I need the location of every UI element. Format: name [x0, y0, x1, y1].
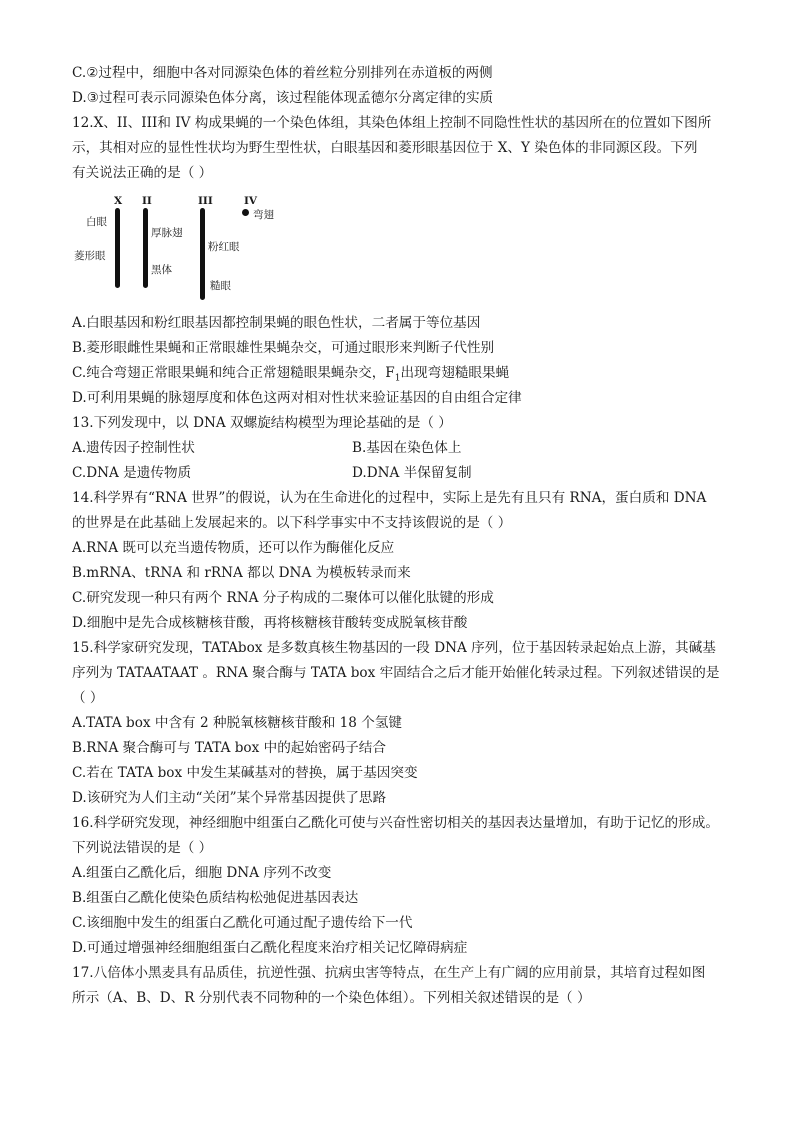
chromosome-iii-label: III: [198, 195, 213, 207]
q16-stem-line1: 16.科学研究发现，神经细胞中组蛋白乙酰化可使与兴奋性密切相关的基因表达量增加，有助于记忆的形成。: [72, 815, 719, 831]
q12-option-b: B.菱形眼雌性果蝇和正常眼雄性果蝇杂交，可通过眼形来判断子代性别: [72, 340, 495, 356]
q15-option-b: B.RNA 聚合酶可与 TATA box 中的起始密码子结合: [72, 740, 386, 756]
chromosome-diagram: [72, 193, 272, 305]
chromosome-x: [115, 208, 120, 288]
q13-stem: 13.下列发现中，以 DNA 双螺旋结构模型为理论基础的是（ ）: [72, 415, 452, 431]
gene-bent-wing: 弯翅: [253, 209, 274, 221]
q12-option-a: A.白眼基因和粉红眼基因都控制果蝇的眼色性状，二者属于等位基因: [72, 315, 481, 331]
chromosome-iii: [200, 208, 205, 300]
q12-stem-line1: 12.X、II、III和 IV 构成果蝇的一个染色体组，其染色体组上控制不同隐性性状的基因所在的位置如下图所: [72, 115, 712, 131]
gene-lozenge-eye: 菱形眼: [74, 250, 106, 262]
q15-stem-line1: 15.科学家研究发现，TATAbox 是多数真核生物基因的一段 DNA 序列，位于基因转录起始点上游，其碱基: [72, 640, 716, 656]
chromosome-ii: [143, 208, 148, 288]
q14-stem-line2: 的世界是在此基础上发展起来的。以下科学事实中不支持该假说的是（ ）: [72, 515, 512, 531]
q14-option-b: B.mRNA、tRNA 和 rRNA 都以 DNA 为模板转录而来: [72, 565, 411, 581]
chromosome-iv: [242, 209, 249, 216]
q14-stem-line1: 14.科学界有“RNA 世界”的假说，认为在生命进化的过程中，实际上是先有且只有 RNA，蛋白质和 DNA: [72, 490, 707, 506]
q13-option-c: C.DNA 是遗传物质: [72, 465, 192, 481]
q14-option-a: A.RNA 既可以充当遗传物质，还可以作为酶催化反应: [72, 540, 395, 556]
chromosome-iv-label: IV: [244, 195, 258, 207]
q14-option-d: D.细胞中是先合成核糖核苷酸，再将核糖核苷酸转变成脱氧核苷酸: [72, 615, 468, 631]
q12-option-c-subscript: 1: [394, 373, 401, 384]
q15-option-a: A.TATA box 中含有 2 种脱氧核糖核苷酸和 18 个氢键: [72, 715, 403, 731]
gene-rough-eye: 糙眼: [210, 280, 231, 292]
q12-stem-line3: 有关说法正确的是（ ）: [72, 165, 213, 181]
q13-option-a: A.遗传因子控制性状: [72, 440, 195, 456]
q11-option-d: D.③过程可表示同源染色体分离，该过程能体现孟德尔分离定律的实质: [72, 90, 494, 106]
q12-option-c-text: C.纯合弯翅正常眼果蝇和纯合正常翅糙眼果蝇杂交，F: [72, 365, 395, 381]
gene-black-body: 黑体: [151, 264, 172, 276]
q13-option-b: B.基因在染色体上: [352, 440, 462, 456]
q16-option-b: B.组蛋白乙酰化使染色质结构松弛促进基因表达: [72, 890, 359, 906]
q12-option-c-text-end: 出现弯翅糙眼果蝇: [400, 365, 510, 381]
q11-option-c: C.②过程中，细胞中各对同源染色体的着丝粒分别排列在赤道板的两侧: [72, 65, 493, 81]
gene-pink-eye: 粉红眼: [208, 241, 240, 253]
q17-stem-line2: 所示（A、B、D、R 分别代表不同物种的一个染色体组）。下列相关叙述错误的是（ ）: [72, 990, 591, 1006]
q14-option-c: C.研究发现一种只有两个 RNA 分子构成的二聚体可以催化肽键的形成: [72, 590, 494, 606]
q13-option-d: D.DNA 半保留复制: [352, 465, 472, 481]
gene-white-eye: 白眼: [86, 216, 107, 228]
q16-option-a: A.组蛋白乙酰化后，细胞 DNA 序列不改变: [72, 865, 332, 881]
q15-option-c: C.若在 TATA box 中发生某碱基对的替换，属于基因突变: [72, 765, 418, 781]
q16-option-d: D.可通过增强神经细胞组蛋白乙酰化程度来治疗相关记忆障碍病症: [72, 940, 468, 956]
q16-stem-line2: 下列说法错误的是（ ）: [72, 840, 213, 856]
gene-thick-vein-wing: 厚脉翅: [151, 227, 183, 239]
q12-option-c: [72, 364, 509, 388]
chromosome-x-label: X: [114, 195, 123, 207]
q12-option-d: D.可利用果蝇的脉翅厚度和体色这两对相对性状来验证基因的自由组合定律: [72, 390, 522, 406]
q15-option-d: D.该研究为人们主动“关闭”某个异常基因提供了思路: [72, 790, 387, 806]
q17-stem-line1: 17.八倍体小黑麦具有品质佳，抗逆性强、抗病虫害等特点，在生产上有广阔的应用前景，其培育过程如图: [72, 965, 706, 981]
q15-stem-line2: 序列为 TATAATAAT 。RNA 聚合酶与 TATA box 牢固结合之后才能开始催化转录过程。下列叙述错误的是: [72, 665, 720, 681]
q12-stem-line2: 示，其相对应的显性性状均为野生型性状，白眼基因和菱形眼基因位于 X、Y 染色体的非同源区段。下列: [72, 140, 698, 156]
q15-stem-line3: （ ）: [72, 690, 104, 706]
q16-option-c: C.该细胞中发生的组蛋白乙酰化可通过配子遗传给下一代: [72, 915, 413, 931]
chromosome-ii-label: II: [142, 195, 152, 207]
